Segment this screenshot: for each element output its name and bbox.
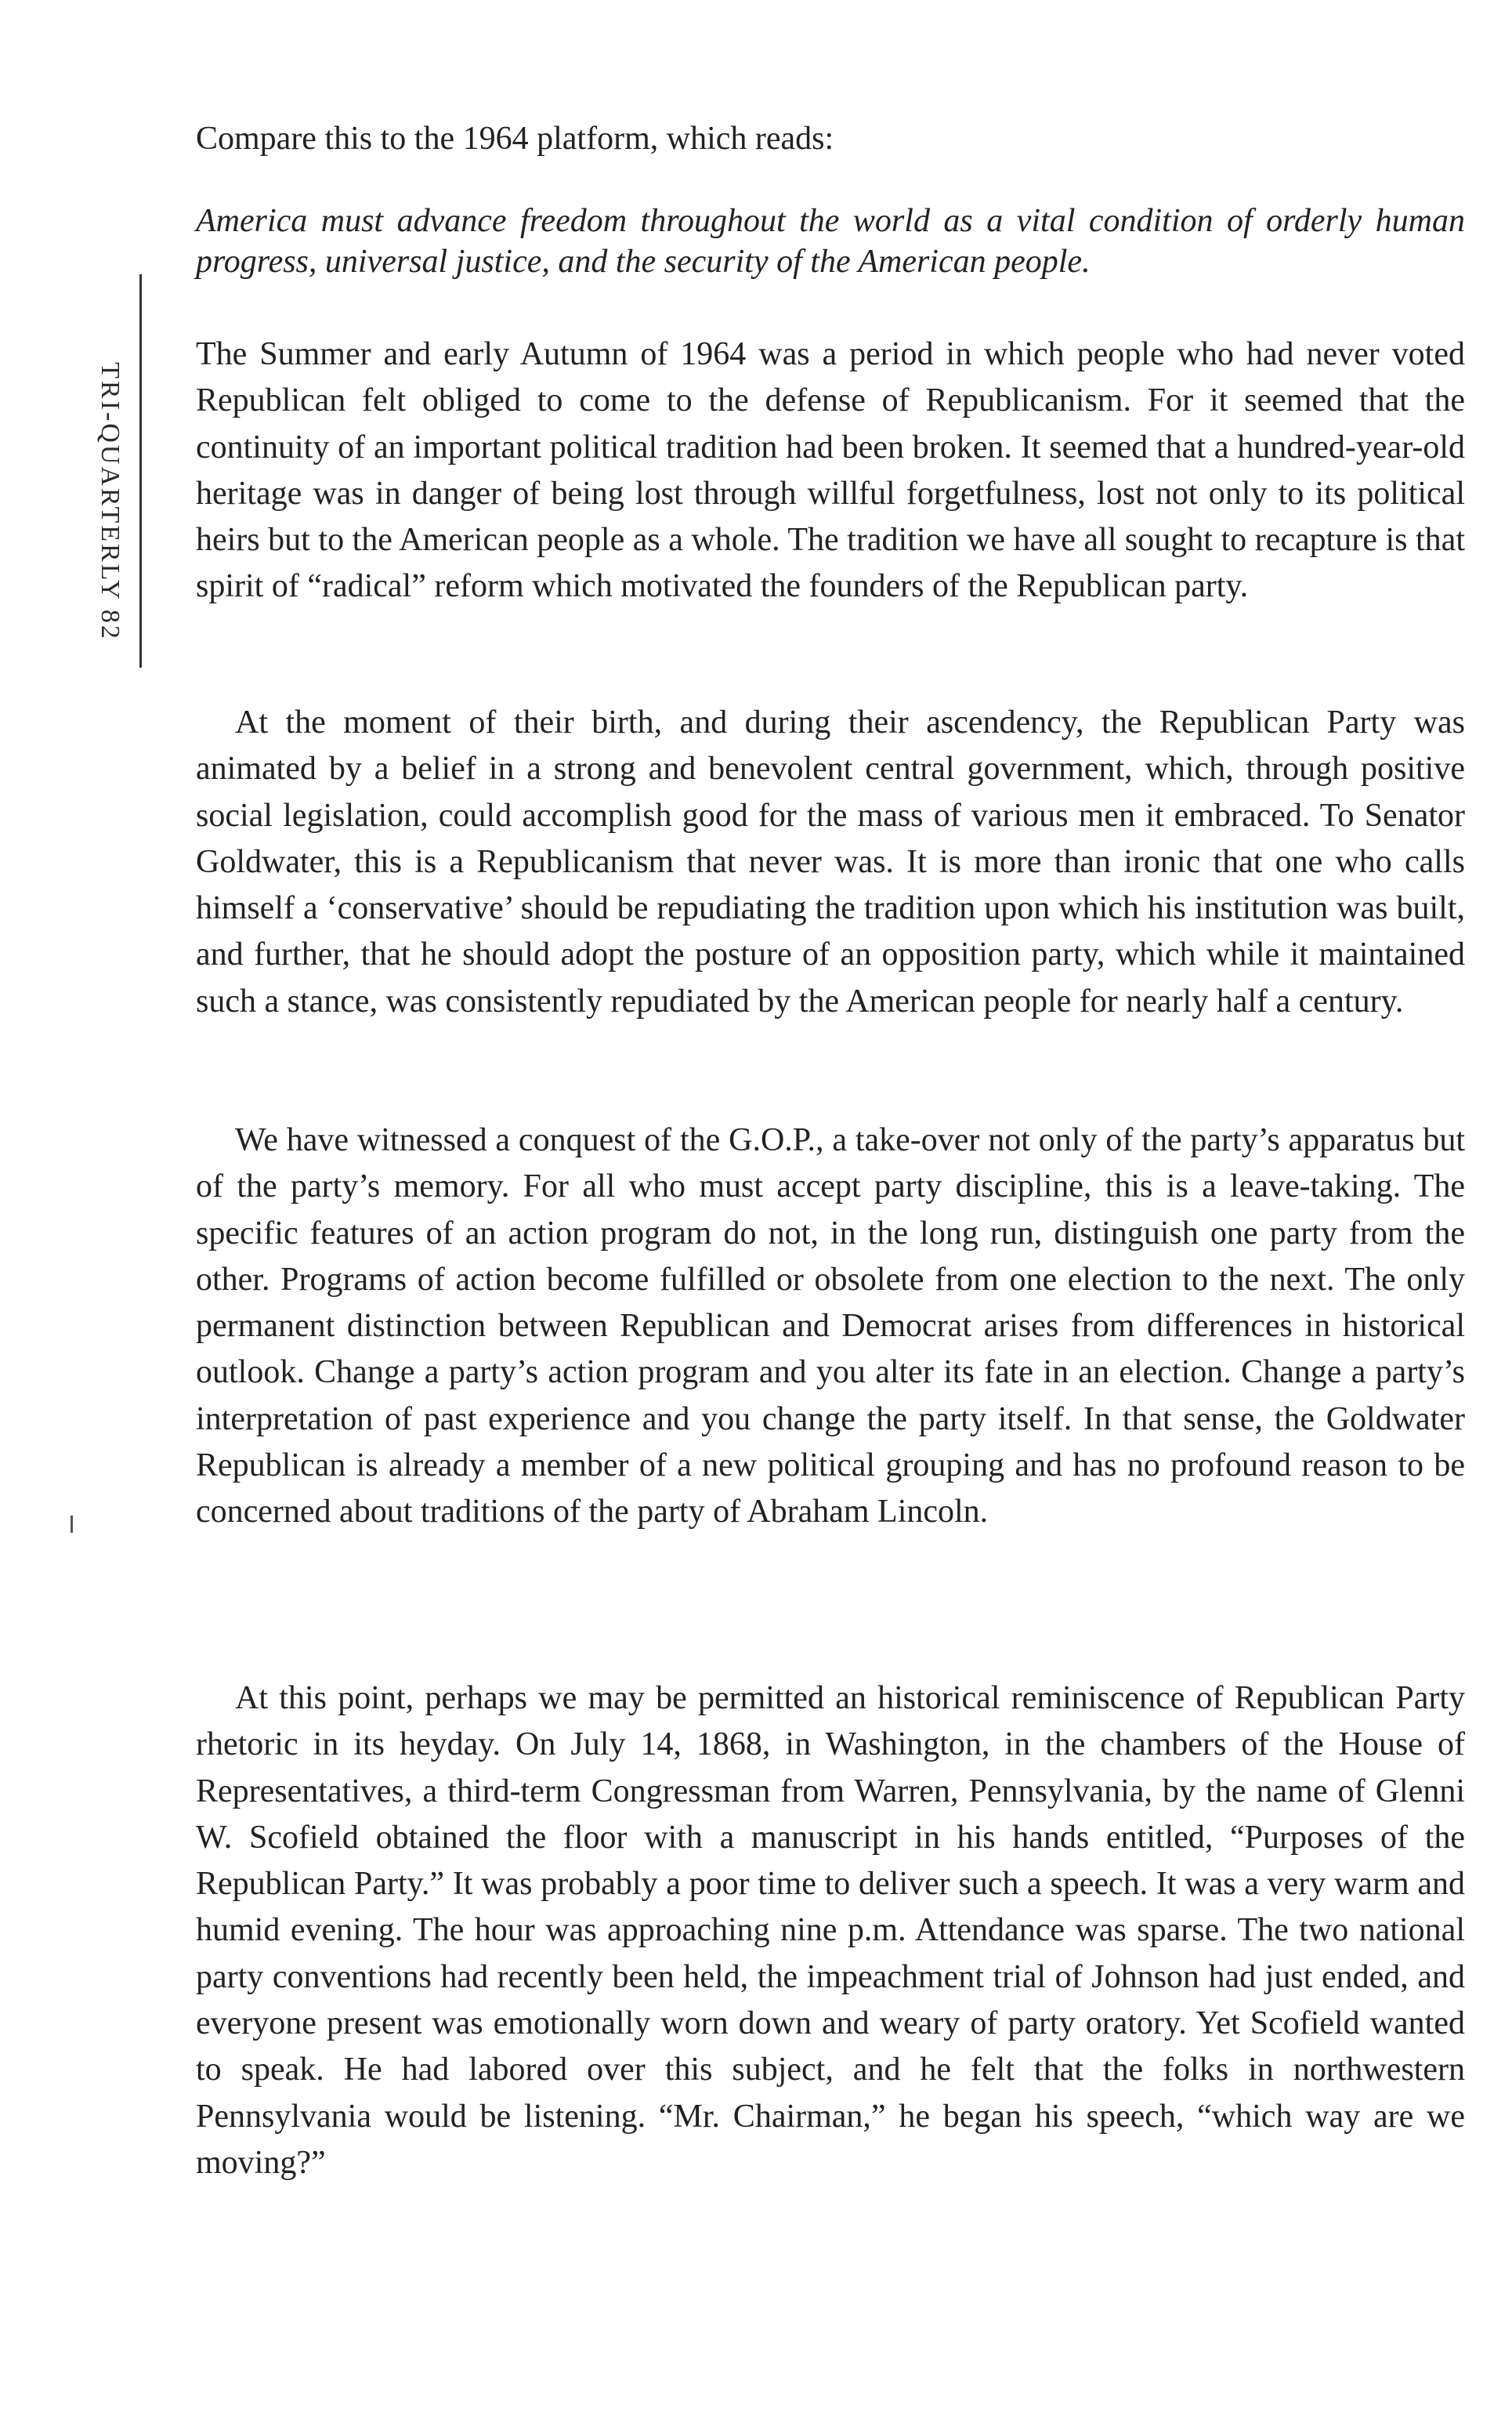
intro-line: Compare this to the 1964 platform, which reads: [196,121,834,157]
paragraph: At this point, perhaps we may be permitted an historical reminiscence of Republican Party rhetoric in its heyday. On July 14, 1868, in Washington, in the chambers of the House of Representatives, a third-term Congressman from Warren, Pennsylvania, by the name of Glenni W. Scofield obtained the floor with a manuscript in his hands entitled, “Purposes of the Republican Party.” It was probably a poor time to deliver such a speech. It was a very warm and humid evening. The hour was approaching nine p.m. Attendance was sparse. The two national party conventions had recently been held, the impeachment trial of Johnson had just ended, and everyone present was emotionally worn down and weary of party oratory. Yet Scofield wanted to speak. He had labored over this subject, and he felt that the folks in northwestern Pennsylvania would be listening. “Mr. Chairman,” he began his speech, “which way are we moving?” [196,1680,1465,2181]
platform-quote: America must advance freedom throughout the world as a vital condition of orderly human progress, universal justice, and the security of the American people. [196,203,1465,280]
paragraph: At the moment of their birth, and during their ascendency, the Republican Party was animated by a belief in a strong and benevolent central government, which, through positive social legislation, could accomplish good for the mass of various men it embraced. To Senator Goldwater, this is a Republicanism that never was. It is more than ironic that one who calls himself a ‘conservative’ should be repudiating the tradition upon which his institution was built, and further, that he should adopt the posture of an opposition party, which while it maintained such a stance, was consistently repudiated by the American people for nearly half a century. [196,704,1465,1020]
paragraph: We have witnessed a conquest of the G.O.P., a take-over not only of the party’s apparatus but of the party’s memory. For all who must accept party discipline, this is a leave-taking. The specific features of an action program do not, in the long run, distinguish one party from the other. Programs of action become fulfilled or obsolete from one election to the next. The only permanent distinction between Republican and Democrat arises from differences in historical outlook. Change a party’s action program and you alter its fate in an election. Change a party’s interpretation of past experience and you change the party itself. In that sense, the Goldwater Republican is already a member of a new political grouping and has no profound reason to be concerned about traditions of the party of Abraham Lincoln. [196,1122,1465,1530]
margin-mark [71,1516,73,1533]
margin-rule [139,274,142,668]
running-head [94,360,125,643]
running-head-text: TRI-QUARTERLY 82 [96,362,125,641]
paragraph: The Summer and early Autumn of 1964 was a period in which people who had never voted Republican felt obliged to come to the defense of Republicanism. For it seemed that the continuity of an important political tradition had been broken. It seemed that a hundred-year-old heritage was in danger of being lost through willful forgetfulness, lost not only to its political heirs but to the American people as a whole. The tradition we have all sought to recapture is that spirit of “radical” reform which motivated the founders of the Republican party. [196,336,1465,605]
